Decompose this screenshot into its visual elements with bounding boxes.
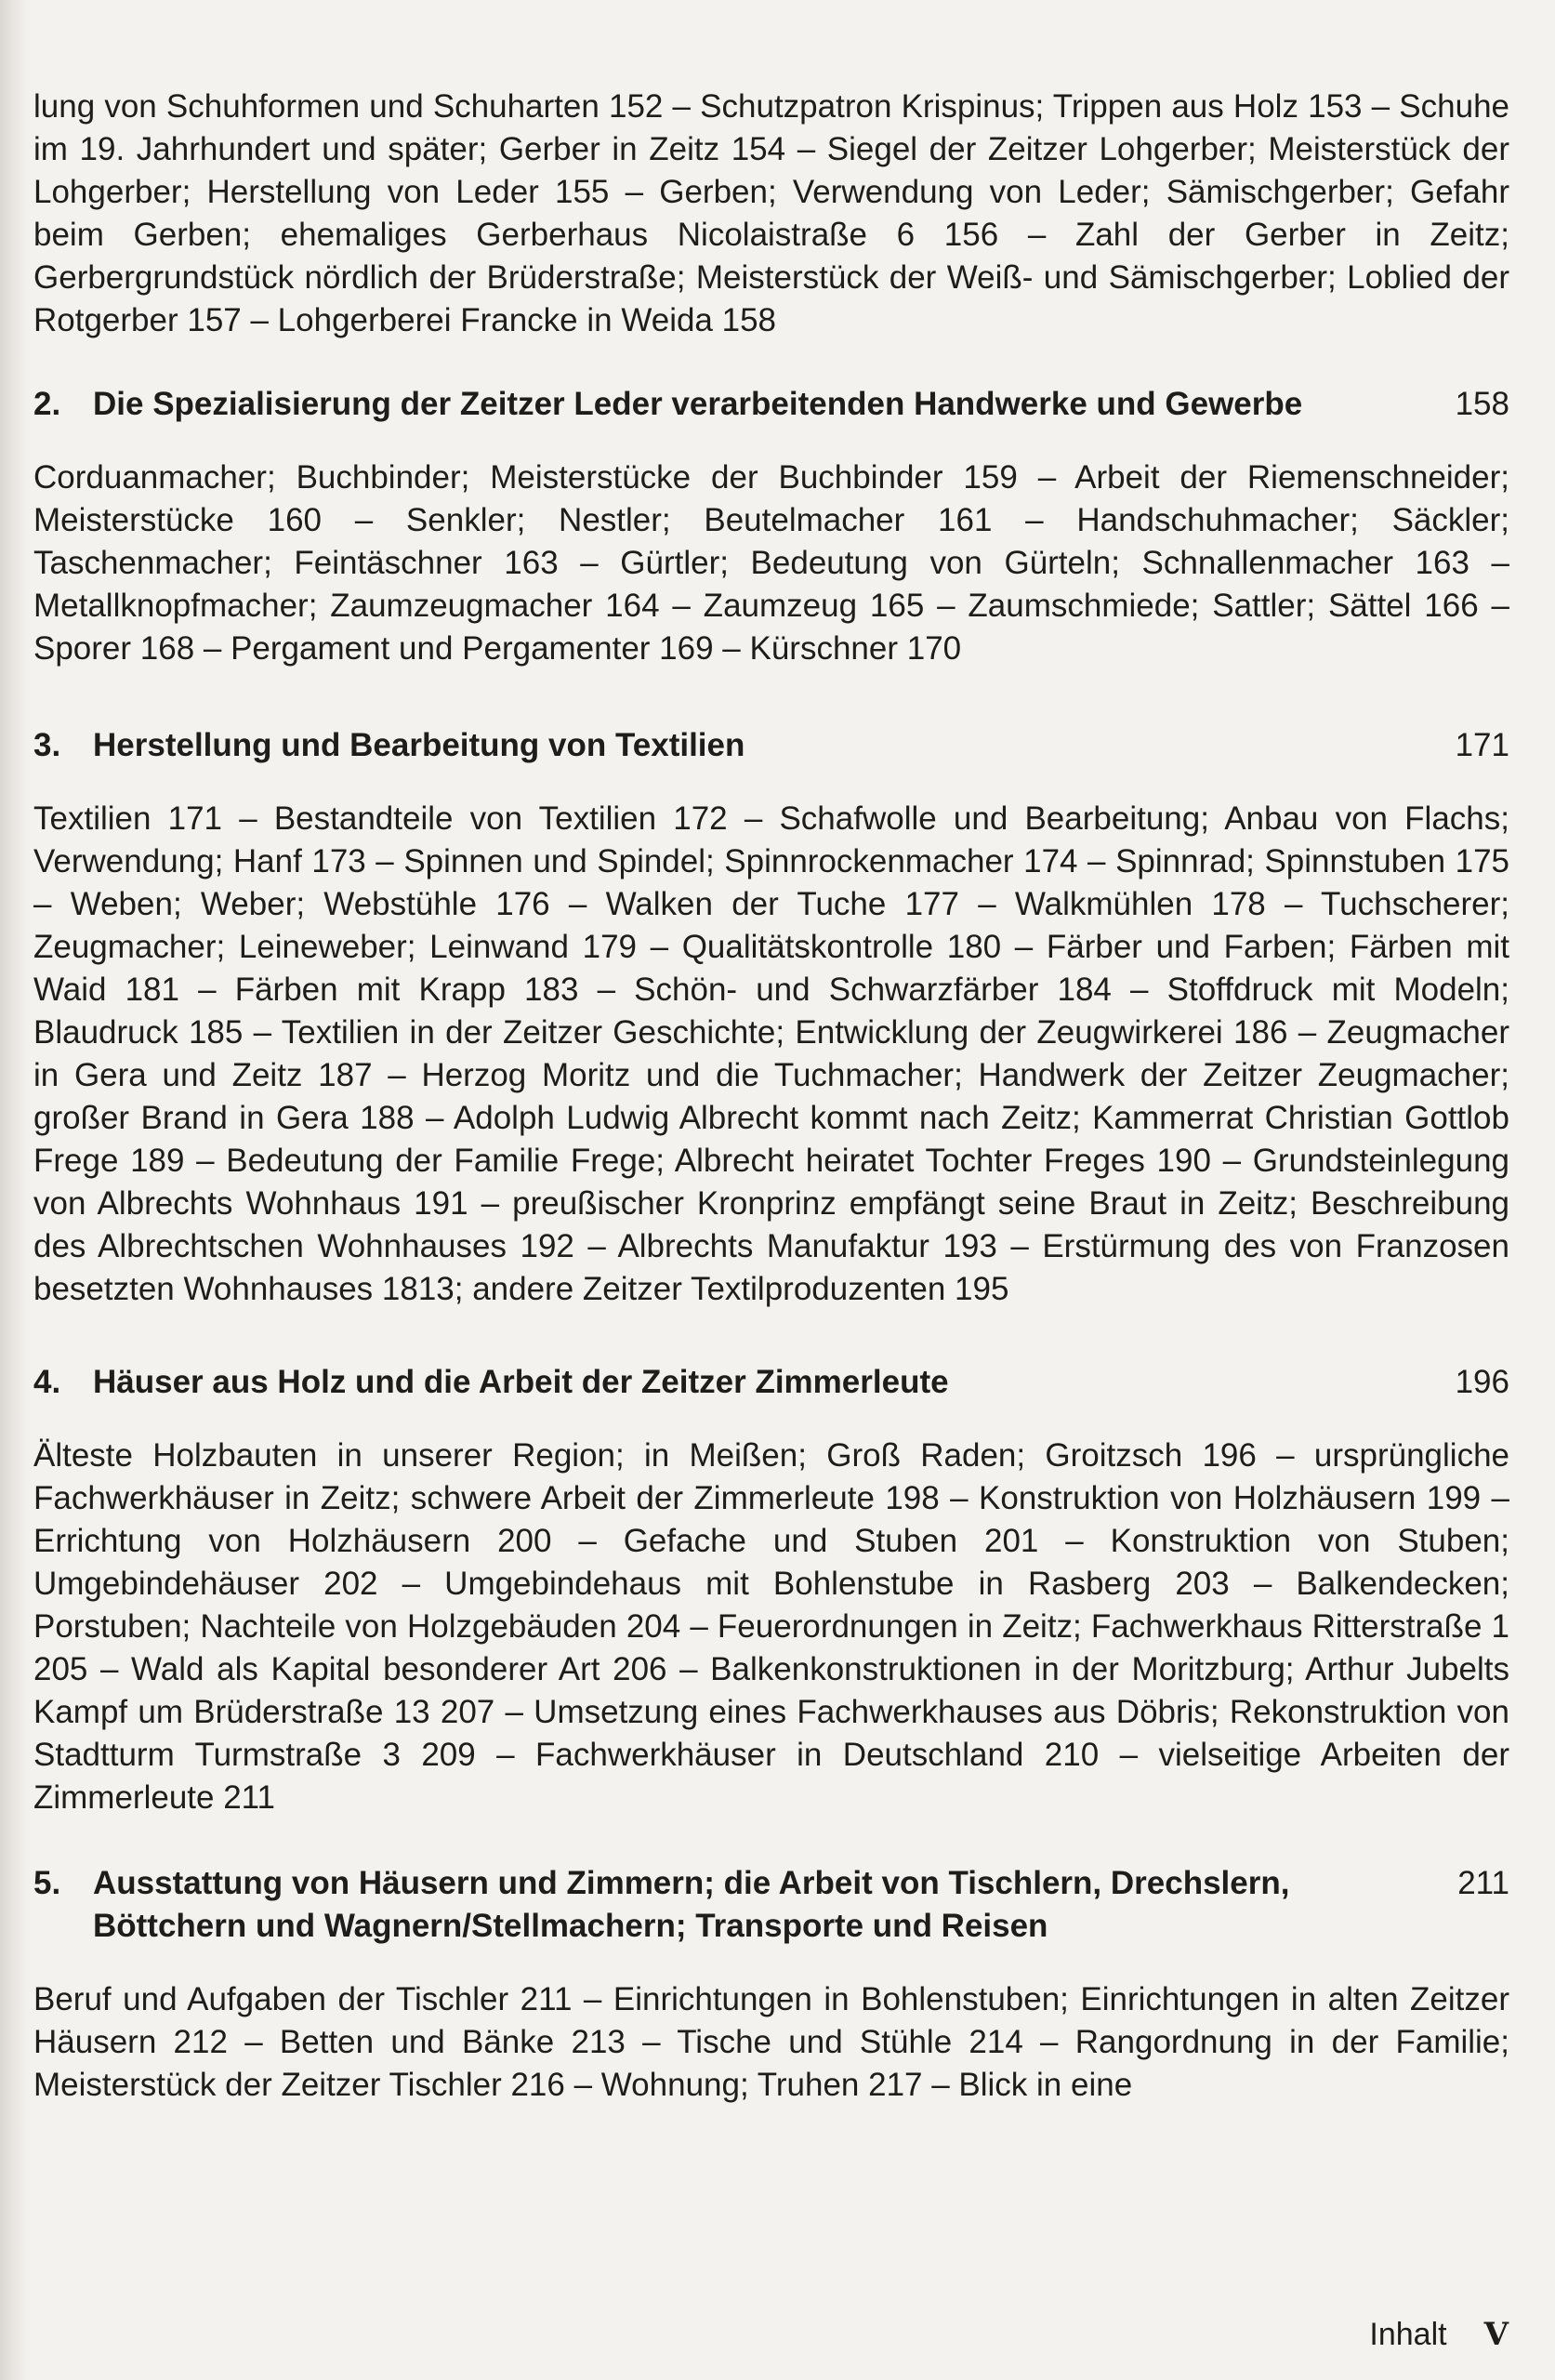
section-number: 2. <box>33 386 61 422</box>
section-title: Herstellung und Bearbeitung von Textilien <box>93 727 745 763</box>
section-summary: Corduanmacher; Buchbinder; Meisterstücke der Buchbinder 159 – Arbeit der Riemenschneider; Meisterstücke 160 – Senkler; Nestler; Beutelmacher 161 – Handschuhmacher; Säckler; Taschenmacher; Feintäschner 163 – Gürtler; Bedeutung von Gürteln; Schnallenmacher 163 – Metallknopfmacher; Zaumzeugmacher 164 – Zaumzeug 165 – Zaumschmiede; Sattler; Sättel 166 – Sporer 168 – Pergament und Pergamenter 169 – Kürschner 170 <box>33 459 1509 667</box>
section-heading <box>33 1862 1509 1948</box>
toc-entry-5 <box>33 1862 1509 2107</box>
running-section-title: Inhalt <box>1369 2317 1447 2352</box>
section-number: 5. <box>33 1865 61 1901</box>
toc-entry-3 <box>33 724 1509 1311</box>
section-number: 3. <box>33 727 61 763</box>
toc-entry-2 <box>33 383 1509 670</box>
section-heading <box>33 1361 1509 1404</box>
section-heading <box>33 383 1509 426</box>
page-footer <box>1369 2313 1509 2356</box>
section-page-number: 196 <box>1455 1364 1509 1400</box>
section-summary: Beruf und Aufgaben der Tischler 211 – Einrichtungen in Bohlenstuben; Einrichtungen in alten Zeitzer Häusern 212 – Betten und Bänke 213 – Tische und Stühle 214 – Rangordnung in der Familie; Meisterstück der Zeitzer Tischler 216 – Wohnung; Truhen 217 – Blick in eine <box>33 1981 1509 2103</box>
section-page-number: 211 <box>1457 1865 1509 1901</box>
section-page-number: 171 <box>1455 727 1509 763</box>
section-heading <box>33 724 1509 767</box>
section-title: Die Spezialisierung der Zeitzer Leder verarbeitenden Handwerke und Gewerbe <box>93 386 1303 422</box>
section-title: Häuser aus Holz und die Arbeit der Zeitzer Zimmerleute <box>93 1364 949 1400</box>
section-summary: Textilien 171 – Bestandteile von Textilien 172 – Schafwolle und Bearbeitung; Anbau von Flachs; Verwendung; Hanf 173 – Spinnen und Spindel; Spinnrockenmacher 174 – Spinnrad; Spinnstuben 175 – Weben; Weber; Webstühle 176 – Walken der Tuche 177 – Walkmühlen 178 – Tuchscherer; Zeugmacher; Leineweber; Leinwand 179 – Qualitätskontrolle 180 – Färber und Farben; Färben mit Waid 181 – Färben mit Krapp 183 – Schön- und Schwarzfärber 184 – Stoffdruck mit Modeln; Blaudruck 185 – Textilien in der Zeitzer Geschichte; Entwicklung der Zeugwirkerei 186 – Zeugmacher in Gera und Zeitz 187 – Herzog Moritz und die Tuchmacher; Handwerk der Zeitzer Zeugmacher; großer Brand in Gera 188 – Adolph Ludwig Albrecht kommt nach Zeitz; Kammerrat Christian Gottlob Frege 189 – Bedeutung der Familie Frege; Albrecht heiratet Tochter Freges 190 – Grundsteinlegung von Albrechts Wohnhaus 191 – preußischer Kronprinz empfängt seine Braut in Zeitz; Beschreibung des Albrechtschen Wohnhauses 192 – Albrechts Manufaktur 193 – Erstürmung des von Franzosen besetzten Wohnhauses 1813; andere Zeitzer Textilproduzenten 195 <box>33 800 1509 1307</box>
page-number: V <box>1483 2316 1509 2353</box>
toc-entry-4 <box>33 1361 1509 1819</box>
section-page-number: 158 <box>1455 386 1509 422</box>
toc-page <box>33 86 1509 2107</box>
section-summary: Älteste Holzbauten in unserer Region; in Meißen; Groß Raden; Groitzsch 196 – ursprüngliche Fachwerkhäuser in Zeitz; schwere Arbeit der Zimmerleute 198 – Konstruktion von Holzhäusern 199 – Errichtung von Holzhäusern 200 – Gefache und Stuben 201 – Konstruktion von Stuben; Umgebindehäuser 202 – Umgebindehaus mit Bohlenstube in Rasberg 203 – Balkendecken; Porstuben; Nachteile von Holzgebäuden 204 – Feuerordnungen in Zeitz; Fachwerkhaus Ritterstraße 1 205 – Wald als Kapital besonderer Art 206 – Balkenkonstruktionen in der Moritzburg; Arthur Jubelts Kampf um Brüderstraße 13 207 – Umsetzung eines Fachwerkhauses aus Döbris; Rekonstruktion von Stadtturm Turmstraße 3 209 – Fachwerkhäuser in Deutschland 210 – vielseitige Arbeiten der Zimmerleute 211 <box>33 1437 1509 1816</box>
intro-paragraph: lung von Schuhformen und Schuharten 152 – Schutzpatron Krispinus; Trippen aus Holz 153 – Schuhe im 19. Jahrhundert und später; Gerber in Zeitz 154 – Siegel der Zeitzer Lohgerber; Meisterstück der Lohgerber; Herstellung von Leder 155 – Gerben; Verwendung von Leder; Sämischgerber; Gefahr beim Gerben; ehemaliges Gerberhaus Nicolaistraße 6 156 – Zahl der Gerber in Zeitz; Gerbergrundstück nördlich der Brüderstraße; Meisterstück der Weiß- und Sämischgerber; Loblied der Rotgerber 157 – Lohgerberei Francke in Weida 158 <box>33 88 1509 338</box>
section-title: Ausstattung von Häusern und Zimmern; die Arbeit von Tischlern, Drechslern, Böttchern und Wagnern/Stellmachern; Transporte und Reisen <box>93 1865 1290 1944</box>
section-number: 4. <box>33 1364 61 1400</box>
page-gutter-shadow <box>0 0 28 2380</box>
